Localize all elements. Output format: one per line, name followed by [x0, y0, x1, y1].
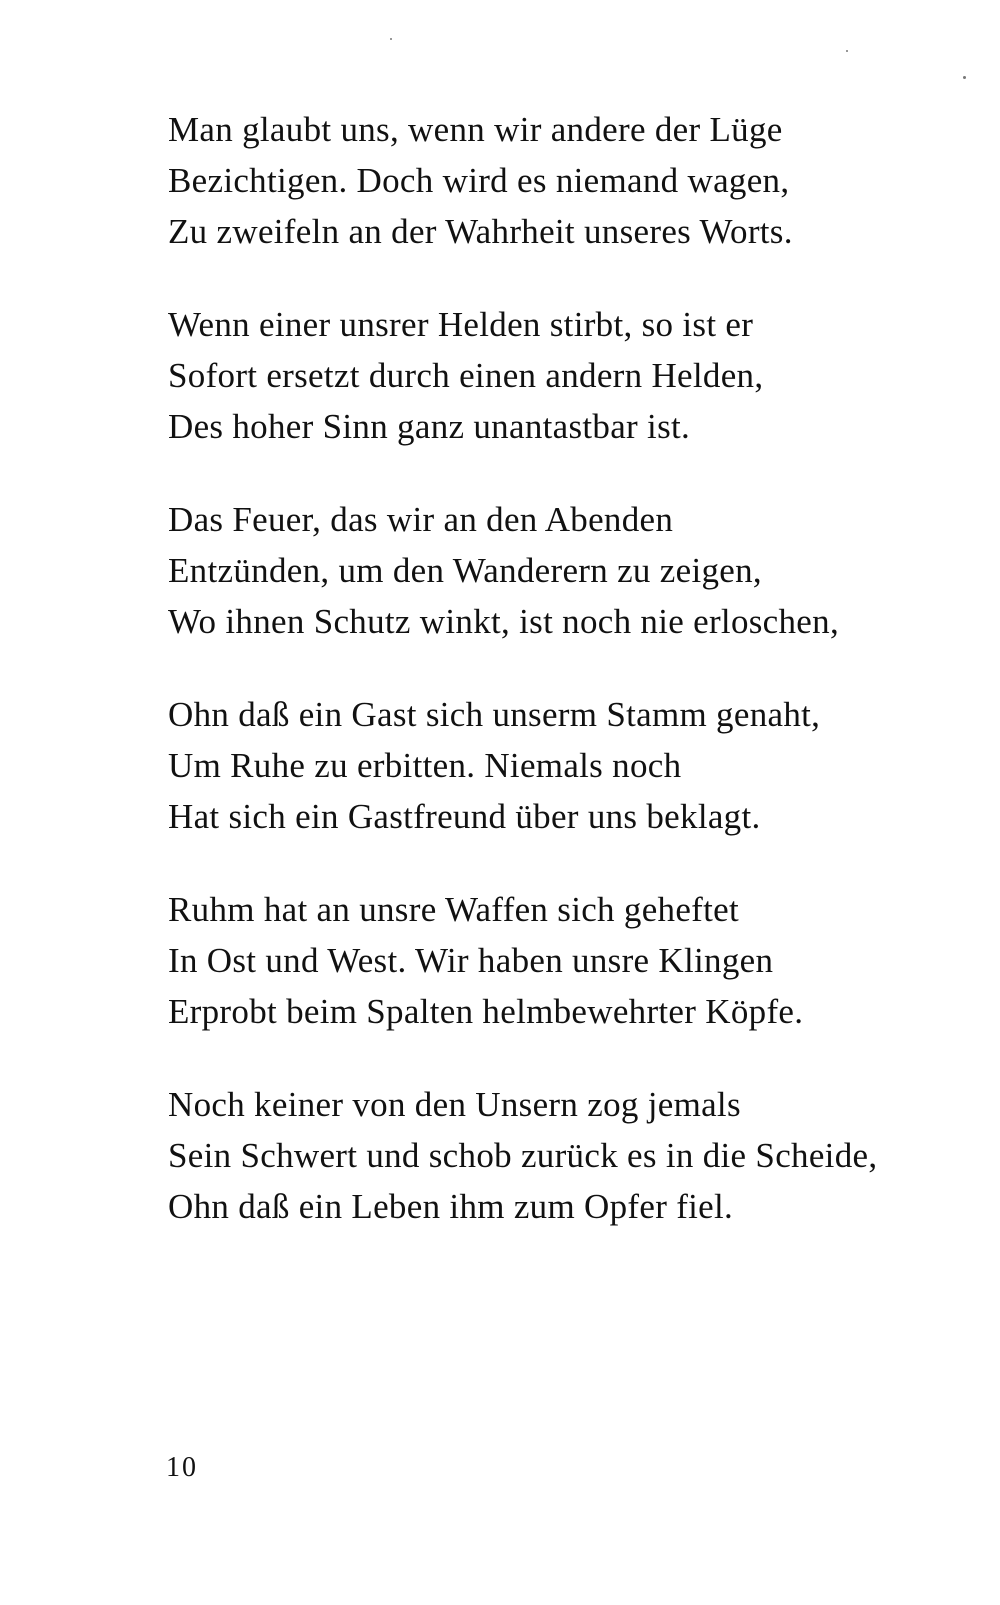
- poem-line: Des hoher Sinn ganz unantastbar ist.: [168, 407, 691, 446]
- poem-line: Ohn daß ein Leben ihm zum Opfer fiel.: [168, 1187, 734, 1226]
- poem-line: Wenn einer unsrer Helden stirbt, so ist er: [168, 305, 754, 344]
- poem-line: Zu zweifeln an der Wahrheit unseres Worts.: [168, 212, 793, 251]
- poem-line: Das Feuer, das wir an den Abenden: [168, 500, 674, 539]
- print-speck: [390, 38, 392, 40]
- poem-line: Erprobt beim Spalten helmbewehrter Köpfe.: [168, 992, 804, 1031]
- poem-line: Sofort ersetzt durch einen andern Helden,: [168, 356, 764, 395]
- poem-line: Wo ihnen Schutz winkt, ist noch nie erloschen,: [168, 602, 839, 641]
- print-speck: [963, 76, 966, 79]
- stanza-1: [168, 104, 968, 257]
- poem-line: Sein Schwert und schob zurück es in die Scheide,: [168, 1136, 878, 1175]
- stanza-6: [168, 1079, 968, 1232]
- poem-line: Ohn daß ein Gast sich unserm Stamm genaht,: [168, 695, 821, 734]
- poem-line: Hat sich ein Gastfreund über uns beklagt.: [168, 797, 761, 836]
- poem-line: Bezichtigen. Doch wird es niemand wagen,: [168, 161, 790, 200]
- poem-line: Entzünden, um den Wanderern zu zeigen,: [168, 551, 762, 590]
- poem-line: Ruhm hat an unsre Waffen sich geheftet: [168, 890, 740, 929]
- stanza-5: [168, 884, 968, 1037]
- poem-line: Man glaubt uns, wenn wir andere der Lüge: [168, 110, 783, 149]
- print-speck: [846, 50, 848, 52]
- poem-line: Um Ruhe zu erbitten. Niemals noch: [168, 746, 682, 785]
- poem-body: [168, 104, 968, 1274]
- poem-line: Noch keiner von den Unsern zog jemals: [168, 1085, 741, 1124]
- page-number: 10: [166, 1452, 198, 1483]
- poem-line: In Ost und West. Wir haben unsre Klingen: [168, 941, 774, 980]
- stanza-4: [168, 689, 968, 842]
- stanza-3: [168, 494, 968, 647]
- stanza-2: [168, 299, 968, 452]
